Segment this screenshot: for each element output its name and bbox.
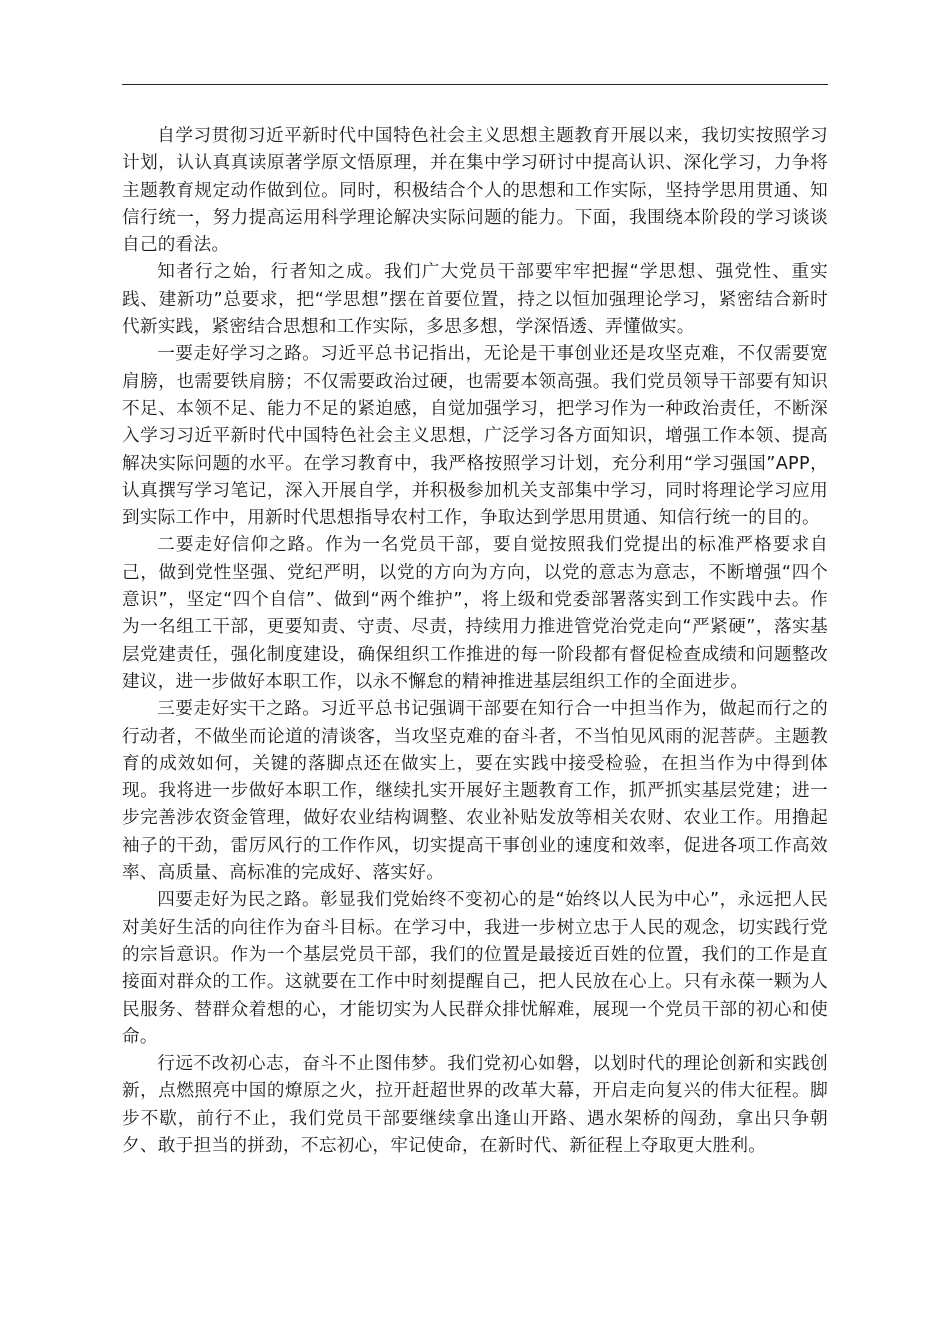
- paragraph-practice-path: 三要走好实干之路。习近平总书记强调干部要在知行合一中担当作为，做起而行之的行动者，不做坐而论道的清谈客，当攻坚克难的奋斗者，不当怕见风雨的泥菩萨。主题教育的成效如何，关键的落脚点还在做实上，要在实践中接受检验，在担当作为中得到体现。我将进一步做好本职工作，继续扎实开展好主题教育工作，抓严抓实基层党建；进一步完善涉农资金管理，做好农业结构调整、农业补贴发放等相关农财、农业工作。用撸起袖子的干劲，雷厉风行的工作作风，切实提高干事创业的速度和效率，促进各项工作高效率、高质量、高标准的完成好、落实好。: [122, 699, 828, 884]
- document-body: [122, 123, 828, 1160]
- paragraph-faith-path: 二要走好信仰之路。作为一名党员干部，要自觉按照我们党提出的标准严格要求自己，做到党性坚强、党纪严明，以党的方向为方向，以党的意志为意志，不断增强“四个意识”，坚定“四个自信”、做到“两个维护”，将上级和党委部署落实到工作实践中去。作为一名组工干部，更要知责、守责、尽责，持续用力推进管党治党走向“严紧硬”，落实基层党建责任，强化制度建设，确保组织工作推进的每一阶段都有督促检查成绩和问题整改建议，进一步做好本职工作，以永不懈怠的精神推进基层组织工作的全面进步。: [122, 535, 828, 692]
- paragraph-study-path: 一要走好学习之路。习近平总书记指出，无论是干事创业还是攻坚克难，不仅需要宽肩膀，也需要铁肩膀；不仅需要政治过硬，也需要本领高强。我们党员领导干部要有知识不足、本领不足、能力不足的紧迫感，自觉加强学习，把学习作为一种政治责任，不断深入学习习近平新时代中国特色社会主义思想，广泛学习各方面知识，增强工作本领、提高解决实际问题的水平。在学习教育中，我严格按照学习计划，充分利用“学习强国”APP，认真撰写学习笔记，深入开展自学，并积极参加机关支部集中学习，同时将理论学习应用到实际工作中，用新时代思想指导农村工作，争取达到学思用贯通、知信行统一的目的。: [122, 344, 828, 529]
- paragraph-knowledge-action: 知者行之始，行者知之成。我们广大党员干部要牢牢把握“学思想、强党性、重实践、建新功”总要求，把“学思想”摆在首要位置，持之以恒加强理论学习，紧密结合新时代新实践，紧密结合思想和工作实际，多思多想，学深悟透、弄懂做实。: [122, 262, 828, 338]
- paragraph-people-path: 四要走好为民之路。彰显我们党始终不变初心的是“始终以人民为中心”，永远把人民对美好生活的向往作为奋斗目标。在学习中，我进一步树立忠于人民的观念，切实践行党的宗旨意识。作为一个基层党员干部，我们的位置是最接近百姓的位置，我们的工作是直接面对群众的工作。这就要在工作中时刻提醒自己，把人民放在心上。只有永葆一颗为人民服务、替群众着想的心，才能切实为人民群众排忧解难，展现一个党员干部的初心和使命。: [122, 890, 828, 1047]
- paragraph-conclusion: 行远不改初心志，奋斗不止图伟梦。我们党初心如磐，以划时代的理论创新和实践创新，点燃照亮中国的燎原之火，拉开赶超世界的改革大幕，开启走向复兴的伟大征程。脚步不歇，前行不止，我们党员干部要继续拿出逢山开路、遇水架桥的闯劲，拿出只争朝夕、敢于担当的拼劲，不忘初心，牢记使命，在新时代、新征程上夺取更大胜利。: [122, 1054, 828, 1156]
- paragraph-intro: 自学习贯彻习近平新时代中国特色社会主义思想主题教育开展以来，我切实按照学习计划，认认真真读原著学原文悟原理，并在集中学习研讨中提高认识、深化学习，力争将主题教育规定动作做到位。同时，积极结合个人的思想和工作实际，坚持学思用贯通、知信行统一，努力提高运用科学理论解决实际问题的能力。下面，我围绕本阶段的学习谈谈自己的看法。: [122, 126, 828, 256]
- header-divider: [122, 84, 828, 85]
